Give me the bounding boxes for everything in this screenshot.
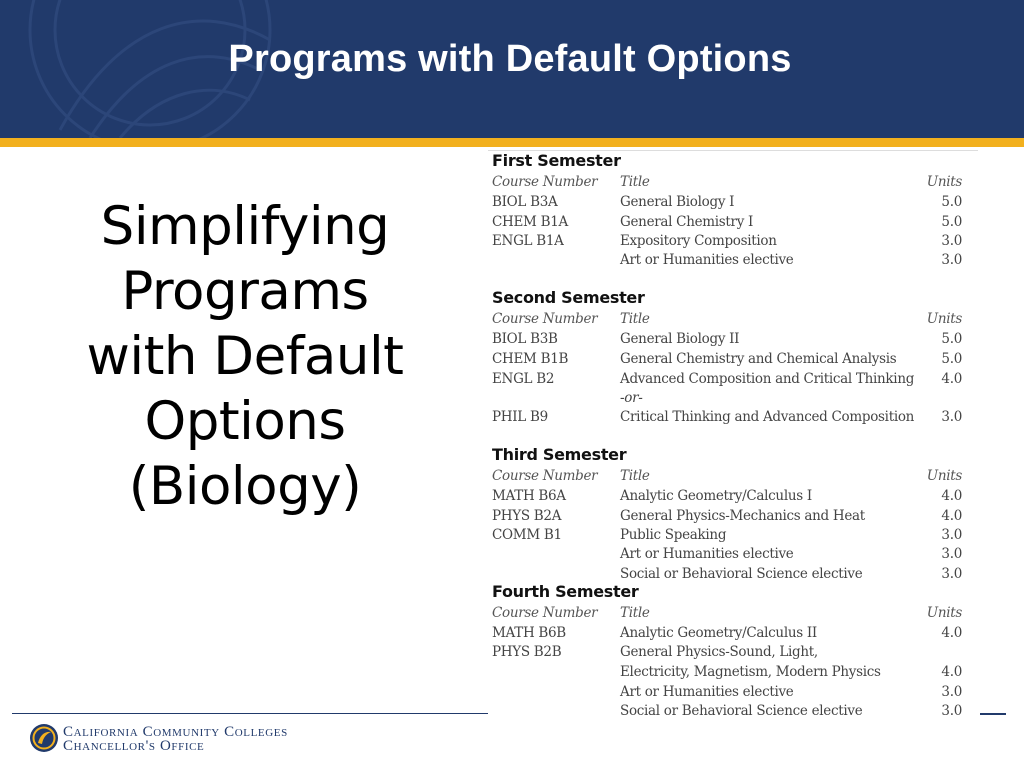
course-units: 5.0 — [941, 331, 962, 347]
course-units: 3.0 — [941, 252, 962, 268]
column-header-units: Units — [926, 174, 962, 190]
course-row — [488, 546, 978, 566]
course-number: PHYS B2A — [492, 508, 562, 524]
course-number: ENGL B2 — [492, 371, 555, 387]
column-header-number: Course Number — [492, 605, 598, 621]
slide-title: Programs with Default Options — [228, 38, 792, 80]
column-header-title: Title — [620, 605, 650, 621]
column-header-title: Title — [620, 311, 650, 327]
course-units: 4.0 — [941, 625, 962, 641]
course-title: General Physics-Sound, Light, — [620, 644, 818, 660]
course-units: 3.0 — [941, 527, 962, 543]
course-units: 4.0 — [941, 508, 962, 524]
course-title: Advanced Composition and Critical Thinking — [620, 371, 915, 387]
course-units: 3.0 — [941, 703, 962, 719]
slide-subtitle — [60, 194, 430, 519]
course-title: Electricity, Magnetism, Modern Physics — [620, 664, 881, 680]
course-row — [488, 331, 978, 351]
or-separator: -or- — [620, 390, 643, 406]
course-sequence-document — [488, 150, 978, 722]
course-title: General Biology I — [620, 194, 735, 210]
course-units: 3.0 — [941, 566, 962, 582]
course-number: PHYS B2B — [492, 644, 562, 660]
ccc-logo-icon — [29, 723, 59, 753]
course-row — [488, 233, 978, 253]
subtitle-line: with Default — [86, 326, 404, 387]
course-row — [488, 214, 978, 234]
course-units: 5.0 — [941, 194, 962, 210]
course-row — [488, 664, 978, 684]
course-row — [488, 252, 978, 272]
course-number: MATH B6A — [492, 488, 566, 504]
course-row — [488, 488, 978, 508]
course-title: Expository Composition — [620, 233, 777, 249]
course-row — [488, 371, 978, 391]
course-units: 5.0 — [941, 351, 962, 367]
column-header-number: Course Number — [492, 468, 598, 484]
course-title: Analytic Geometry/Calculus II — [620, 625, 817, 641]
column-header-row — [488, 311, 978, 331]
course-number: CHEM B1B — [492, 351, 569, 367]
course-number: COMM B1 — [492, 527, 562, 543]
course-row — [488, 644, 978, 664]
semester-heading: Third Semester — [492, 445, 627, 464]
course-units: 4.0 — [941, 488, 962, 504]
column-header-title: Title — [620, 468, 650, 484]
footer-divider-right — [980, 713, 1006, 715]
course-title: Social or Behavioral Science elective — [620, 703, 863, 719]
column-header-units: Units — [926, 605, 962, 621]
course-row — [488, 508, 978, 528]
column-header-row — [488, 605, 978, 625]
column-header-title: Title — [620, 174, 650, 190]
column-header-number: Course Number — [492, 174, 598, 190]
org-line-2: Chancellor's Office — [63, 738, 205, 754]
semester-heading: First Semester — [492, 151, 621, 170]
course-row — [488, 194, 978, 214]
footer-org-name — [63, 725, 288, 753]
course-number: BIOL B3B — [492, 331, 558, 347]
course-units: 3.0 — [941, 409, 962, 425]
course-units: 3.0 — [941, 546, 962, 562]
course-units: 5.0 — [941, 214, 962, 230]
column-header-number: Course Number — [492, 311, 598, 327]
course-title: Analytic Geometry/Calculus I — [620, 488, 812, 504]
course-number: CHEM B1A — [492, 214, 568, 230]
course-title: Art or Humanities elective — [620, 546, 794, 562]
course-number: ENGL B1A — [492, 233, 564, 249]
org-line-1: California Community Colleges — [63, 724, 288, 740]
column-header-units: Units — [926, 311, 962, 327]
subtitle-line: Programs — [121, 261, 369, 322]
column-header-row — [488, 174, 978, 194]
course-row — [488, 625, 978, 645]
subtitle-line: Simplifying — [100, 196, 390, 257]
course-title: Art or Humanities elective — [620, 684, 794, 700]
or-separator-row — [488, 390, 978, 410]
course-units: 4.0 — [941, 371, 962, 387]
course-title: General Physics-Mechanics and Heat — [620, 508, 865, 524]
course-row — [488, 527, 978, 547]
column-header-row — [488, 468, 978, 488]
course-units: 4.0 — [941, 664, 962, 680]
semester-heading: Second Semester — [492, 288, 645, 307]
course-row — [488, 684, 978, 704]
course-units: 3.0 — [941, 684, 962, 700]
course-number: MATH B6B — [492, 625, 566, 641]
course-row — [488, 351, 978, 371]
course-title: Art or Humanities elective — [620, 252, 794, 268]
course-title: Public Speaking — [620, 527, 727, 543]
subtitle-line: (Biology) — [128, 456, 362, 517]
subtitle-line: Options — [144, 391, 346, 452]
course-number: BIOL B3A — [492, 194, 558, 210]
accent-bar — [0, 138, 1024, 147]
course-number: PHIL B9 — [492, 409, 548, 425]
course-title: General Chemistry and Chemical Analysis — [620, 351, 897, 367]
header-banner — [0, 0, 1024, 138]
column-header-units: Units — [926, 468, 962, 484]
course-title: Social or Behavioral Science elective — [620, 566, 863, 582]
course-row — [488, 409, 978, 429]
semester-heading: Fourth Semester — [492, 582, 639, 601]
course-title: General Biology II — [620, 331, 740, 347]
course-row — [488, 703, 978, 723]
course-units: 3.0 — [941, 233, 962, 249]
course-title: General Chemistry I — [620, 214, 754, 230]
footer-divider — [12, 713, 488, 714]
course-title: Critical Thinking and Advanced Composition — [620, 409, 915, 425]
